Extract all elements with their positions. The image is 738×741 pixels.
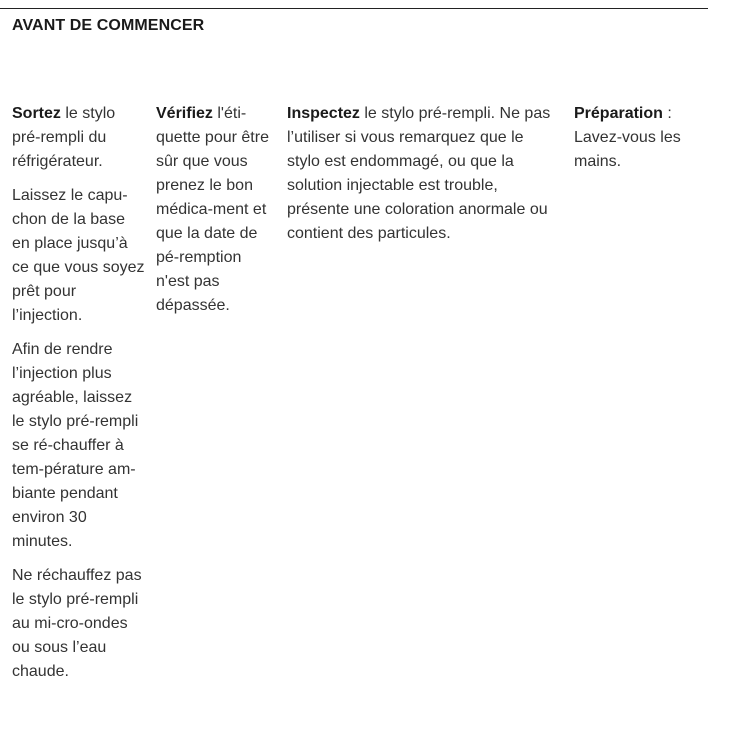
step-column-inspect-pen: [287, 102, 559, 256]
step-text-preparation: : Lavez-vous les mains.: [574, 105, 681, 170]
step-text-check: l'éti-quette pour être sûr que vous prenez le bon médica-ment et que la date de pé-remption n'est pas dépassée.: [156, 105, 269, 314]
paragraph-remove-pen: [12, 102, 147, 174]
paragraph-warm-up: Afin de rendre l’injection plus agréable, laissez le stylo pré-rempli se ré-chauffer à tem-pérature am-biante pendant environ 30 minutes.: [12, 341, 139, 550]
step-lead-inspect: Inspectez: [287, 105, 360, 122]
top-divider: [0, 8, 708, 9]
section-title: AVANT DE COMMENCER: [12, 17, 205, 34]
step-text-remove: le stylo pré-rempli du réfrigérateur.: [12, 105, 116, 170]
step-column-preparation: [574, 102, 704, 184]
paragraph-inspect-pen: [287, 102, 559, 246]
step-text-inspect: le stylo pré-rempli. Ne pas l’utiliser si vous remarquez que le stylo est endommagé, ou que la solution injectable est trouble, présente une coloration anormale ou contient des particules.: [287, 105, 551, 242]
paragraph-no-microwave: Ne réchauffez pas le stylo pré-rempli au mi-cro-ondes ou sous l’eau chaude.: [12, 567, 142, 680]
step-lead-check: Vérifiez: [156, 105, 213, 122]
paragraph-keep-cap: Laissez le capu-chon de la base en place jusqu’à ce que vous soyez prêt pour l’injection.: [12, 187, 145, 324]
paragraph-preparation: [574, 102, 704, 174]
step-column-remove-pen: [12, 102, 147, 694]
step-lead-remove: Sortez: [12, 105, 61, 122]
step-column-check-label: [156, 102, 278, 328]
paragraph-check-label: [156, 102, 278, 318]
step-lead-preparation: Préparation: [574, 105, 663, 122]
